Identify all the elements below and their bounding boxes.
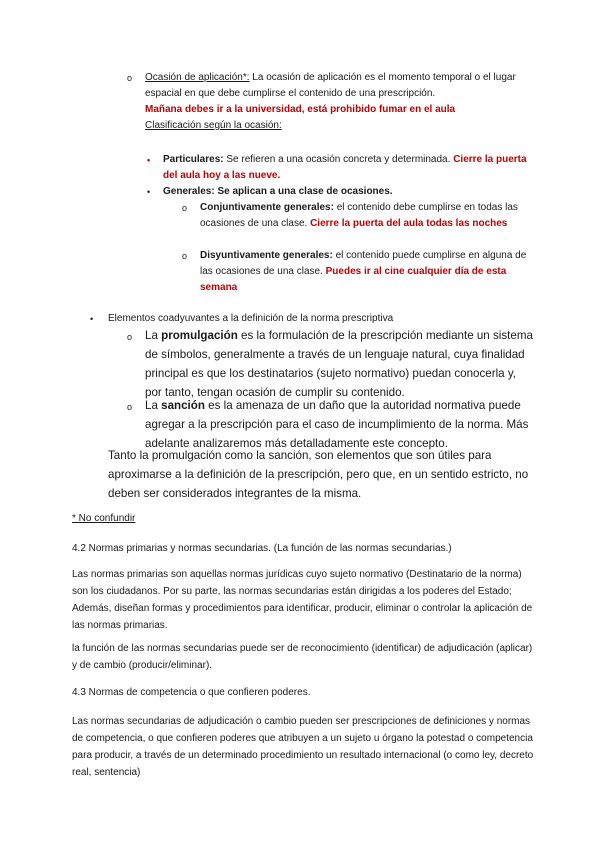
promulgacion-pre: La (145, 329, 162, 342)
bullet-circle: o (127, 402, 133, 412)
particulares-text: Se refieren a una ocasión concreta y determinada. (223, 154, 454, 165)
paragraph-funcion: la función de las normas secundarias puede ser de reconocimiento (identificar) de adjudicación (aplicar) y de cambio (producir/eliminar). (72, 643, 533, 671)
bullet-circle: o (127, 73, 133, 83)
sancion-text: es la amenaza de un daño que la autoridad normativa puede agregar a la prescripción para el caso de incumplimiento de la norma. Más adelante analizaremos más detalladamente este concepto. (145, 399, 529, 450)
conjuntivamente-label: Conjuntivamente generales: (200, 202, 334, 213)
heading-4-3: 4.3 Normas de competencia o que confieren poderes. (72, 687, 311, 698)
disyuntivamente-block (200, 248, 530, 296)
disyuntivamente-text: el contenido puede cumplirse en alguna de las ocasiones de una clase. (200, 250, 527, 277)
ocasion-example: Mañana debes ir a la universidad, está prohibido fumar en el aula (145, 104, 456, 115)
classification-label: Clasificación según la ocasión: (145, 120, 282, 131)
disyuntivamente-label: Disyuntivamente generales: (200, 250, 333, 261)
paragraph-secundarias: Las normas secundarias de adjudicación o cambio pueden ser prescripciones de definiciones y normas de competencia, o que confieren poderes que atribuyen a un sujeto u órgano la potestad o competencia para producir, a través de un determinado procedimiento un resultado internacional (o como ley, decreto real, sentencia) (72, 716, 534, 778)
sancion-pre: La (145, 399, 162, 412)
generales-label: Generales: Se aplican a una clase de ocasiones. (163, 186, 393, 197)
ocasion-text: La ocasión de aplicación es el momento temporal o el lugar espacial en que debe cumplirse el contenido de una prescripción. (145, 72, 516, 99)
promulgacion-block (145, 326, 535, 402)
sancion-block (145, 396, 535, 453)
promulgacion-text: es la formulación de la prescripción mediante un sistema de símbolos, generalmente a través de un lenguaje natural, cuya finalidad principal es que los destinatarios (sujeto normativo) puedan conocerla y, por tanto, tengan ocasión de cumplir su contenido. (145, 329, 533, 399)
paragraph-primarias: Las normas primarias son aquellas normas jurídicas cuyo sujeto normativo (Destinatario de la norma) son los ciudadanos. Por su parte, las normas secundarias están dirigidas a los poderes del Estado; Además, diseñan formas y procedimientos para identificar, producir, eliminar o controlar la aplicación de las normas primarias. (72, 569, 533, 631)
heading-4-2: 4.2 Normas primarias y normas secundarias. (La función de las normas secundarias.) (72, 543, 452, 554)
footnote: * No confundir (72, 513, 136, 524)
disyuntivamente-example: Puedes ir al cine cualquier día de esta semana (200, 266, 507, 293)
particulares-example: Cierre la puerta del aula hoy a las nueve. (163, 154, 527, 181)
ocasion-label: Ocasión de aplicación*: (145, 72, 250, 83)
bullet-dot: • (90, 314, 94, 324)
elementos-heading: Elementos coadyuvantes a la definición de la norma prescriptiva (108, 313, 394, 324)
bullet-dot: • (147, 155, 151, 165)
particulares-label: Particulares: (163, 154, 224, 165)
conjuntivamente-text: el contenido debe cumplirse en todas las ocasiones de una clase. (200, 202, 518, 229)
bullet-circle: o (182, 203, 188, 213)
conjuntivamente-block (200, 200, 530, 232)
promulgacion-term: promulgación (161, 329, 238, 342)
ocasion-block (145, 70, 535, 134)
bullet-circle: o (127, 332, 133, 342)
bullet-dot: • (147, 187, 151, 197)
conjuntivamente-example: Cierre la puerta del aula todas las noches (310, 218, 508, 229)
tanto-paragraph: Tanto la promulgación como la sanción, son elementos que son útiles para aproximarse a la definición de la prescripción, pero que, en un sentido estricto, no deben ser considerados integrantes de la misma. (108, 449, 529, 500)
sancion-term: sanción (161, 399, 205, 412)
particulares-block (163, 152, 533, 184)
bullet-circle: o (182, 251, 188, 261)
